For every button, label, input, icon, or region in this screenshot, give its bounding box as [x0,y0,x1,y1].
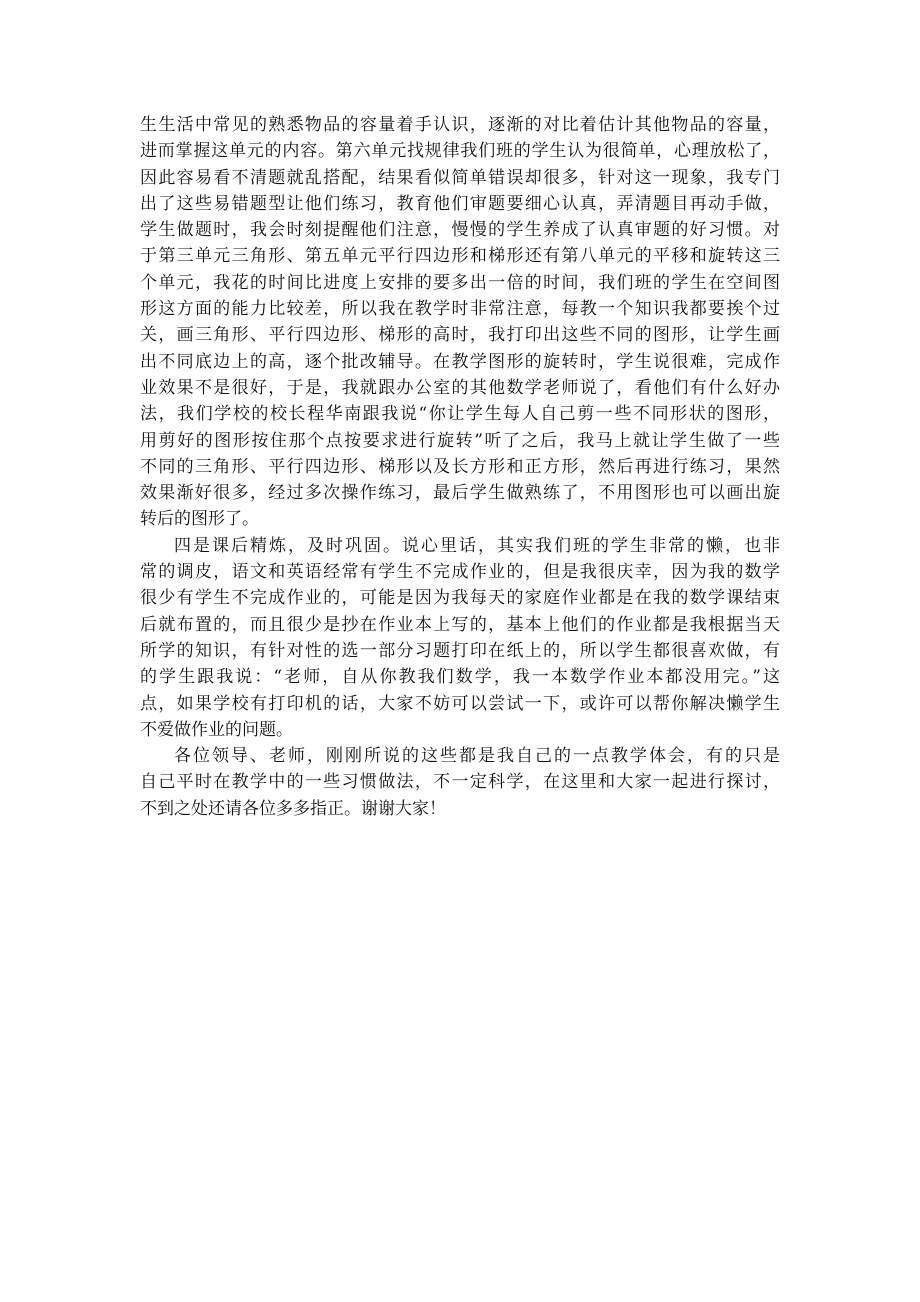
text-line: 业效果不是很好，于是，我就跟办公室的其他数学老师说了，看他们有什么好办 [140,377,780,398]
text-line: 自己平时在教学中的一些习惯做法，不一定科学，在这里和大家一起进行探讨， [140,772,780,793]
text-line: 于第三单元三角形、第五单元平行四边形和梯形还有第八单元的平移和旋转这三 [140,246,780,267]
text-line: 的学生跟我说：“老师，自从你教我们数学，我一本数学作业本都没用完。”这 [140,667,780,688]
text-line: 常的调皮，语文和英语经常有学生不完成作业的，但是我很庆幸，因为我的数学 [140,562,780,583]
text-line: 生生活中常见的熟悉物品的容量着手认识，逐渐的对比着估计其他物品的容量， [140,115,780,135]
text-line: 四是课后精炼，及时巩固。说心里话，其实我们班的学生非常的懒，也非 [174,535,780,556]
text-line: 关，画三角形、平行四边形、梯形的高时，我打印出这些不同的图形，让学生画 [140,325,780,346]
text-line: 不到之处还请各位多多指正。谢谢大家！ [140,798,446,819]
paragraph [140,743,780,822]
text-line: 形这方面的能力比较差，所以我在教学时非常注意，每教一个知识我都要挨个过 [140,299,780,320]
text-line: 出了这些易错题型让他们练习，教育他们审题要细心认真，弄清题目再动手做， [140,193,780,214]
text-line: 各位领导、老师，刚刚所说的这些都是我自己的一点教学体会，有的只是 [174,746,780,767]
text-line: 学生做题时，我会时刻提醒他们注意，慢慢的学生养成了认真审题的好习惯。对 [140,220,780,241]
document-body [140,112,780,822]
text-line: 转后的图形了。 [140,509,259,530]
text-line: 进而掌握这单元的内容。第六单元找规律我们班的学生认为很简单，心理放松了， [140,141,780,162]
text-line: 很少有学生不完成作业的，可能是因为我每天的家庭作业都是在我的数学课结束 [140,588,780,609]
paragraph [140,533,780,743]
text-line: 效果渐好很多，经过多次操作练习，最后学生做熟练了，不用图形也可以画出旋 [140,483,780,504]
text-line: 出不同底边上的高，逐个批改辅导。在教学图形的旋转时，学生说很难，完成作 [140,351,780,372]
text-line: 个单元，我花的时间比进度上安排的要多出一倍的时间，我们班的学生在空间图 [140,272,780,293]
text-line: 点，如果学校有打印机的话，大家不妨可以尝试一下，或许可以帮你解决懒学生 [140,693,780,714]
text-line: 后就布置的，而且很少是抄在作业本上写的，基本上他们的作业都是我根据当天 [140,614,780,635]
text-line: 用剪好的图形按住那个点按要求进行旋转”听了之后，我马上就让学生做了一些 [140,430,780,451]
paragraph [140,112,780,533]
text-line: 所学的知识，有针对性的选一部分习题打印在纸上的，所以学生都很喜欢做，有 [140,640,780,661]
text-line: 不同的三角形、平行四边形、梯形以及长方形和正方形，然后再进行练习，果然 [140,456,780,477]
text-line: 因此容易看不清题就乱搭配，结果看似简单错误却很多，针对这一现象，我专门 [140,167,780,188]
text-line: 不爱做作业的问题。 [140,719,293,740]
text-line: 法，我们学校的校长程华南跟我说“你让学生每人自己剪一些不同形状的图形， [140,404,780,425]
